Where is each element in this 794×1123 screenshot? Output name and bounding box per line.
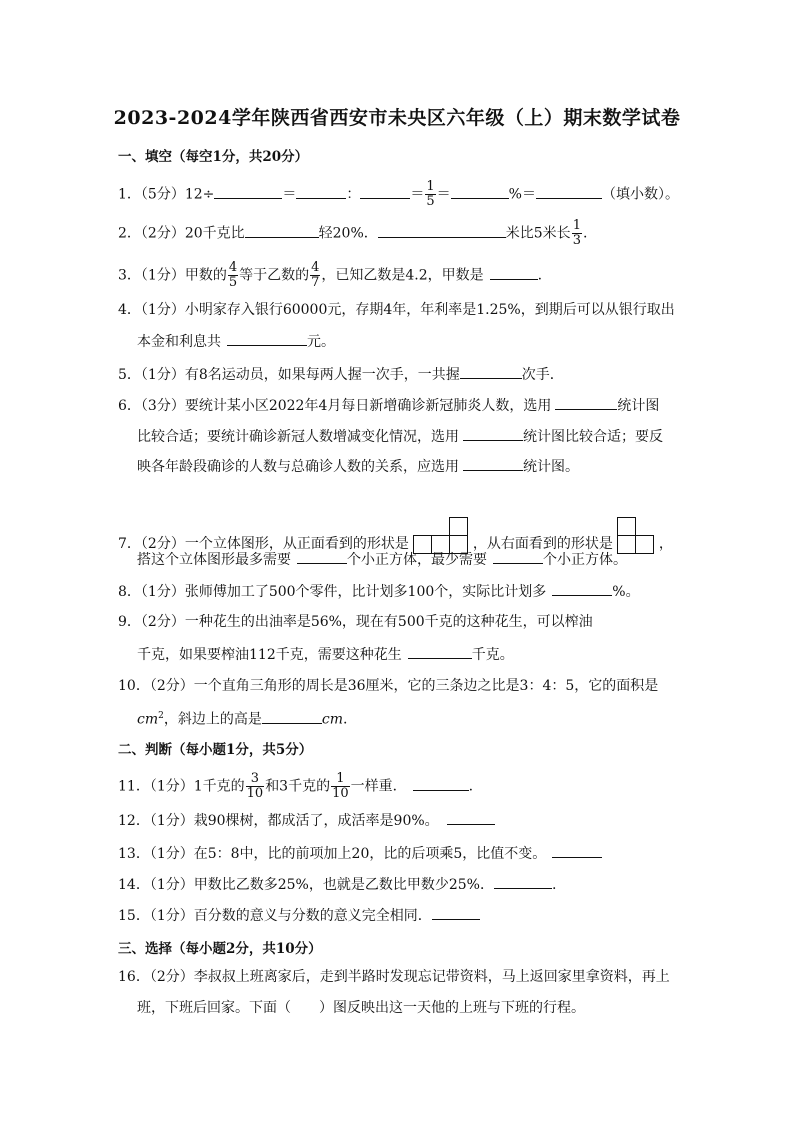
q10-end: . [342, 711, 348, 728]
fraction [246, 772, 265, 801]
answer-blank[interactable] [432, 905, 480, 920]
fraction [572, 219, 582, 248]
q3-mid: 等于乙数的 [239, 267, 310, 284]
answer-blank[interactable] [297, 549, 347, 564]
q3-tail: ，已知乙数是4.2，甲数是 [321, 267, 484, 284]
question-6-line-2 [137, 426, 663, 447]
question-12 [118, 810, 495, 831]
answer-blank[interactable] [214, 184, 282, 199]
fraction [425, 180, 435, 209]
q10-mid: ，斜边上的高是 [163, 711, 262, 728]
q7-mid: 个小正方体，最少需要 [347, 552, 487, 568]
question-8 [118, 581, 640, 602]
unit-cm: cm [321, 711, 343, 728]
question-16-line-2: 班，下班后回家。下面（ ）图反映出这一天他的上班与下班的行程。 [137, 1000, 585, 1016]
answer-blank[interactable] [451, 184, 509, 199]
q6-mid: 统计图比较合适；要反 [523, 429, 663, 445]
answer-blank[interactable] [378, 223, 506, 238]
unit-cm: cm [137, 711, 159, 728]
q1-prefix: 1．（5分）12÷ [118, 186, 215, 203]
q9-tail: 千克。 [471, 647, 514, 663]
fraction-denominator: 10 [246, 786, 264, 801]
question-9-line-2 [137, 644, 514, 665]
fraction [228, 261, 238, 290]
q7-prefix: 搭这个立体图形最多需要 [137, 552, 291, 568]
answer-blank[interactable] [262, 709, 322, 724]
fraction-denominator: 3 [572, 233, 581, 248]
q1-colon: ： [346, 186, 361, 203]
question-16-line-1: 16．（2分）李叔叔上班离家后，走到半路时发现忘记带资料，马上返回家里拿资料，再上 [118, 969, 670, 985]
question-3 [118, 261, 542, 290]
q2-tail: 米比5米长 [505, 225, 571, 242]
question-10-line-2 [137, 706, 347, 730]
fraction-numerator: 1 [572, 218, 581, 233]
q5-prefix: 5．（1分）有8名运动员，如果每两人握一次手，一共握 [118, 367, 460, 383]
q3-prefix: 3．（1分）甲数的 [118, 267, 227, 284]
question-5 [118, 364, 564, 385]
question-4-line-2 [137, 331, 335, 352]
question-4-line-1: 4．（1分）小明家存入银行60000元，存期4年，年利率是1.25%，到期后可以从银行取出 [118, 302, 675, 318]
q1-eq: ＝ [436, 186, 451, 203]
question-6-line-1 [118, 395, 659, 416]
q15-text: 15．（1分）百分数的意义与分数的意义完全相同． [118, 908, 432, 924]
q7-prefix: 7．（2分）一个立体图形，从正面看到的形状是 [118, 536, 409, 552]
q1-eq: ＝ [282, 186, 297, 203]
answer-blank[interactable] [555, 395, 617, 410]
q4-prefix: 本金和利息共 [137, 334, 221, 350]
q14-end: . [551, 877, 557, 893]
fraction-numerator: 1 [426, 179, 435, 194]
answer-blank[interactable] [447, 810, 495, 825]
fraction [331, 772, 350, 801]
question-7-line-2 [137, 549, 627, 570]
answer-blank[interactable] [360, 184, 410, 199]
fraction-numerator: 1 [331, 772, 350, 787]
superscript: 2 [158, 711, 164, 721]
q13-text: 13．（1分）在5：8中，比的前项加上20，比的后项乘5，比值不变。 [118, 846, 547, 862]
answer-blank[interactable] [245, 223, 319, 238]
q11-tail: 一样重． [350, 778, 407, 795]
q1-tail: （填小数）。 [601, 186, 679, 203]
q9-prefix: 千克，如果要榨油112千克，需要这种花生 [137, 647, 402, 663]
answer-blank[interactable] [296, 184, 346, 199]
q11-end: . [468, 778, 474, 795]
q6-tail: 统计图。 [523, 459, 579, 475]
question-14 [118, 874, 556, 895]
q7-tail: 个小正方体。 [543, 552, 627, 568]
q7-mid: ，从右面看到的形状是 [472, 536, 613, 552]
answer-blank[interactable] [552, 581, 612, 596]
fraction-numerator: 3 [246, 772, 265, 787]
q6-prefix: 映各年龄段确诊的人数与总确诊人数的关系，应选用 [137, 459, 459, 475]
q6-tail: 统计图 [617, 398, 660, 414]
q6-prefix: 比较合适；要统计确诊新冠人数增减变化情况，选用 [137, 429, 459, 445]
answer-blank[interactable] [493, 549, 543, 564]
fraction-numerator: 4 [228, 260, 238, 275]
section-heading-fill-in: 一、填空（每空1分，共20分） [118, 149, 309, 165]
answer-blank[interactable] [463, 426, 523, 441]
q7-end: ， [658, 536, 673, 552]
q2-prefix: 2．（2分）20千克比 [118, 225, 245, 242]
question-11 [118, 772, 473, 801]
q6-prefix: 6．（3分）要统计某小区2022年4月每日新增确诊新冠肺炎人数，选用 [118, 398, 552, 414]
fraction-denominator: 7 [311, 275, 320, 290]
question-15 [118, 905, 480, 926]
answer-blank[interactable] [463, 456, 523, 471]
q8-tail: %。 [612, 584, 640, 600]
q11-prefix: 11．（1分）1千克的 [118, 778, 245, 795]
answer-blank[interactable] [490, 265, 538, 280]
q12-text: 12．（1分）栽90棵树，都成活了，成活率是90%。 [118, 813, 439, 829]
fraction-numerator: 4 [311, 260, 320, 275]
q2-mid: 轻20%． [318, 225, 378, 242]
fraction-denominator: 5 [228, 275, 238, 290]
answer-blank[interactable] [408, 644, 472, 659]
q5-tail: 次手． [521, 367, 564, 383]
question-13 [118, 843, 602, 864]
q1-percent: %＝ [508, 186, 536, 203]
section-heading-true-false: 二、判断（每小题1分，共5分） [118, 742, 313, 758]
q3-end: . [537, 267, 543, 284]
question-6-line-3 [137, 456, 579, 477]
q11-mid: 和3千克的 [265, 778, 331, 795]
question-2 [118, 219, 587, 248]
answer-blank[interactable] [460, 364, 522, 379]
fraction [310, 261, 320, 290]
question-1 [118, 180, 679, 209]
page-title: 2023-2024学年陕西省西安市未央区六年级（上）期末数学试卷 [113, 107, 681, 129]
q4-tail: 元。 [307, 334, 335, 350]
q2-end: . [582, 225, 588, 242]
q14-text: 14．（1分）甲数比乙数多25%，也就是乙数比甲数少25%． [118, 877, 494, 893]
q1-eq: ＝ [410, 186, 425, 203]
answer-blank[interactable] [494, 874, 552, 889]
answer-blank[interactable] [552, 843, 602, 858]
question-9-line-1: 9．（2分）一种花生的出油率是56%，现在有500千克的这种花生，可以榨油 [118, 614, 593, 630]
fraction-denominator: 5 [426, 194, 435, 209]
answer-blank[interactable] [536, 184, 602, 199]
answer-blank[interactable] [227, 331, 307, 346]
answer-blank[interactable] [413, 776, 469, 791]
fraction-denominator: 10 [332, 786, 349, 801]
section-heading-multiple-choice: 三、选择（每小题2分，共10分） [118, 941, 322, 957]
q8-prefix: 8．（1分）张师傅加工了500个零件，比计划多100个，实际比计划多 [118, 584, 547, 600]
question-10-line-1: 10．（2分）一个直角三角形的周长是36厘米，它的三条边之比是3：4：5，它的面积是 [118, 678, 659, 694]
